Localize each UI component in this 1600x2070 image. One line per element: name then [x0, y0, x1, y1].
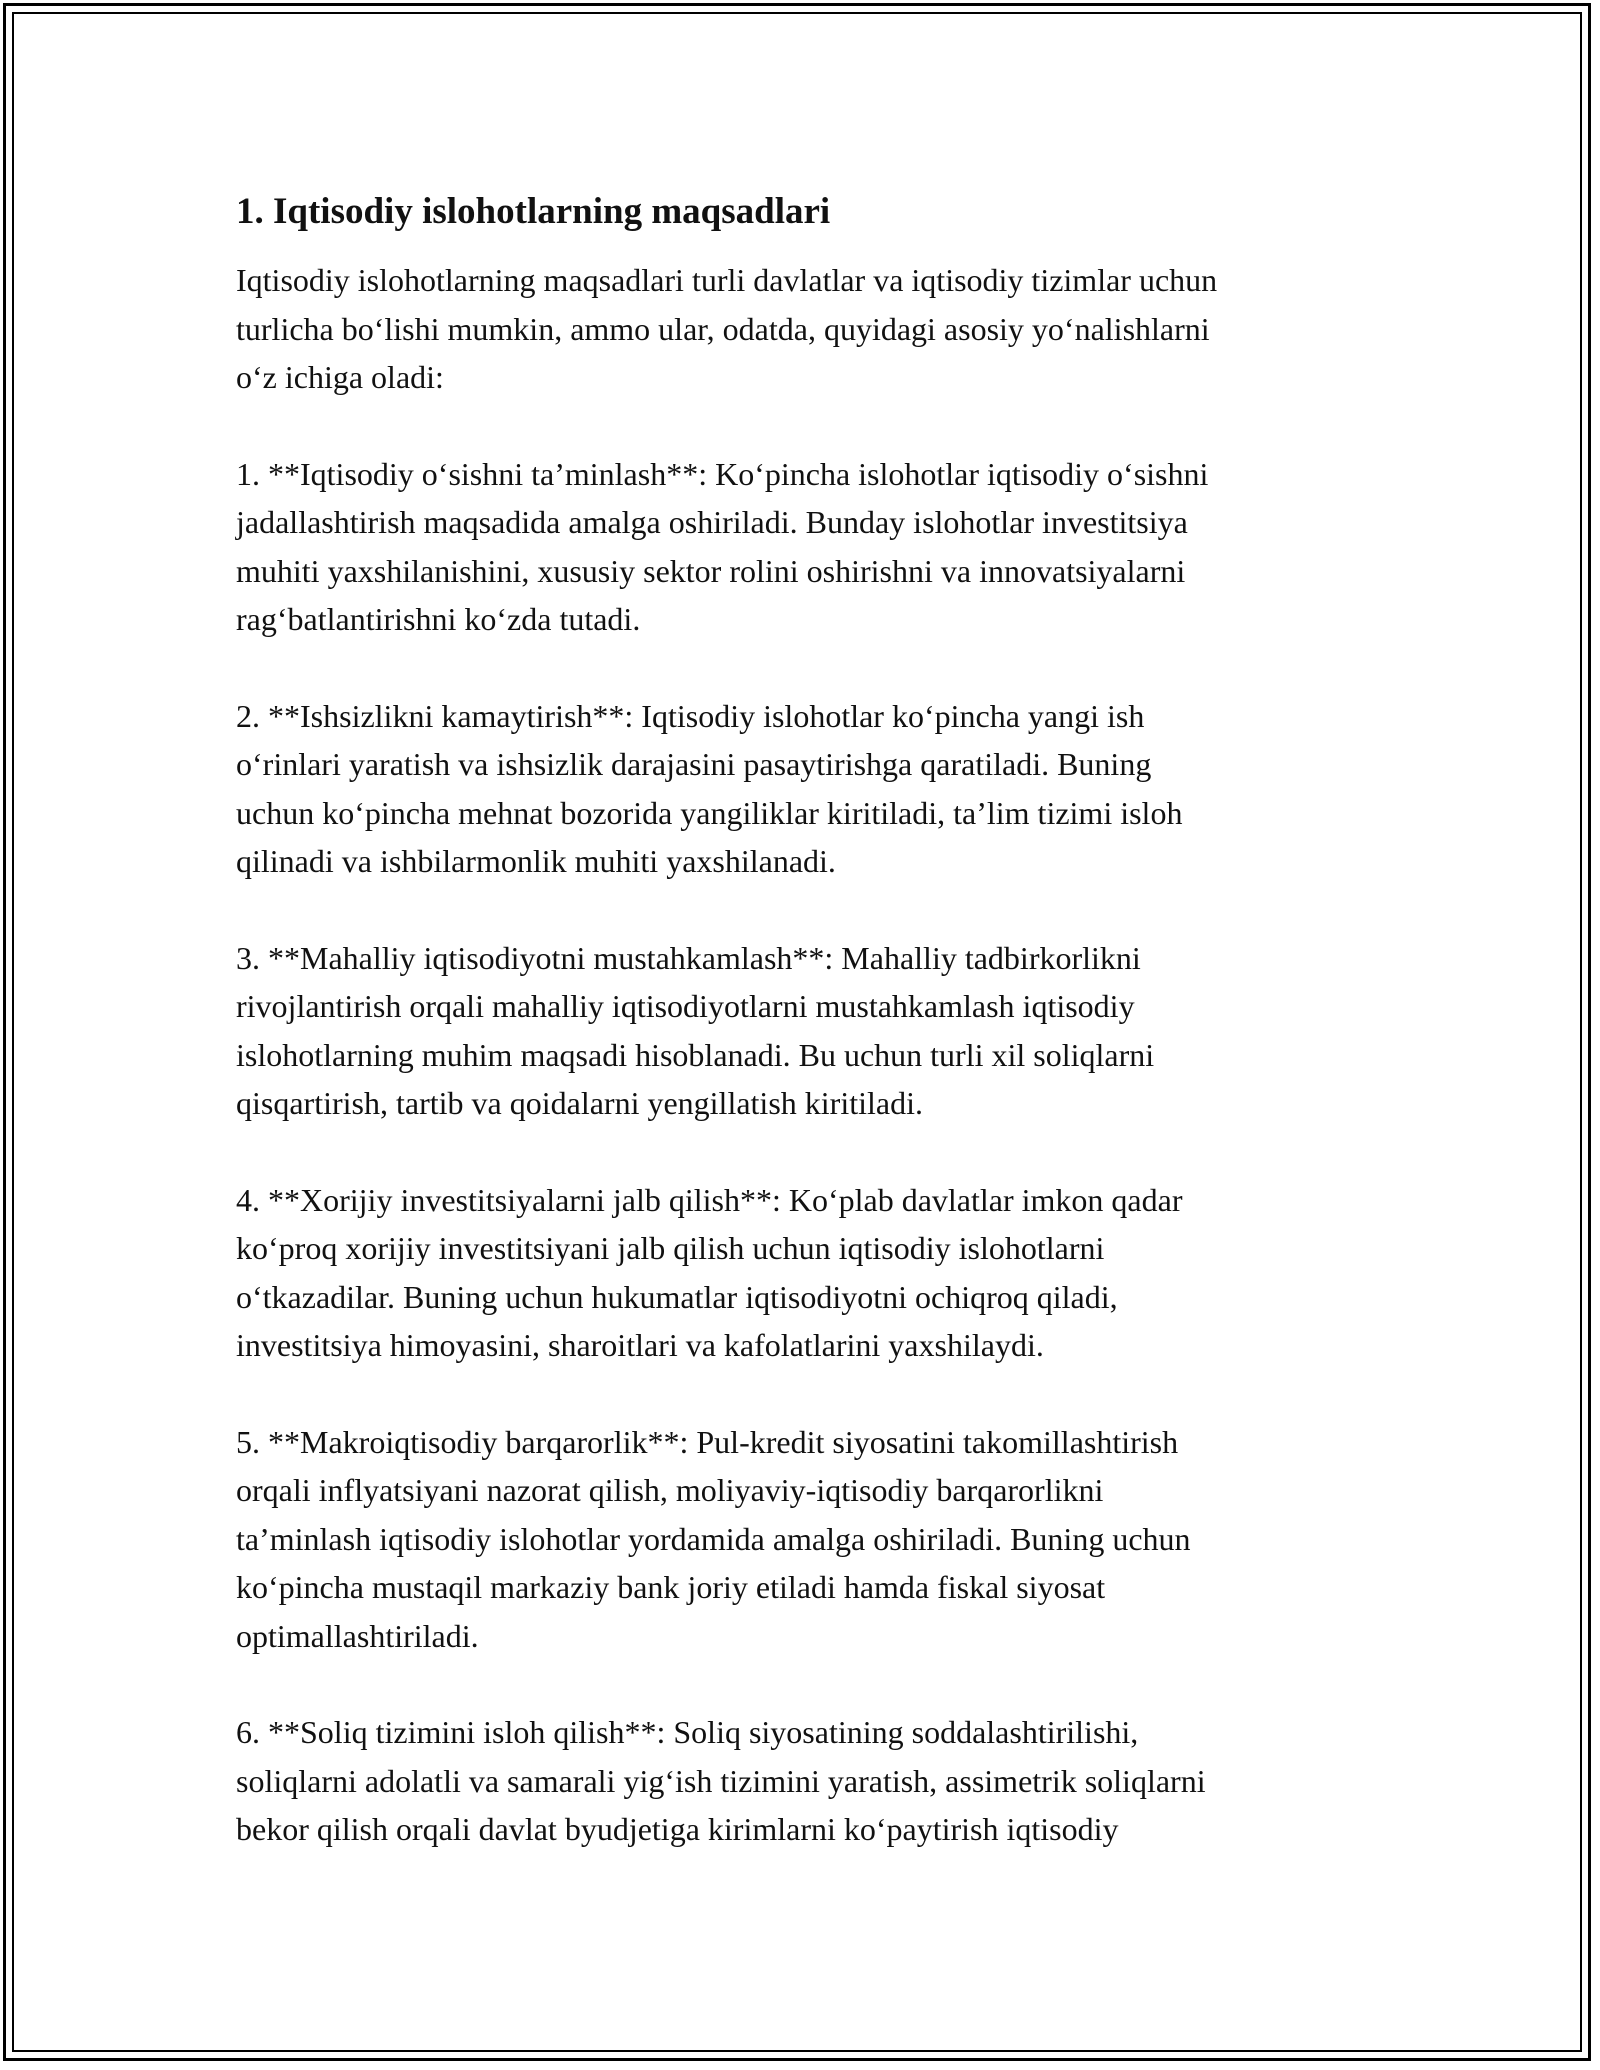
text-line: optimallashtiriladi. — [236, 1617, 479, 1654]
text-line: bekor qilish orqali davlat byudjetiga kirimlarni ko‘paytirish iqtisodiy — [236, 1811, 1119, 1847]
paragraph — [236, 1176, 1386, 1370]
document-body — [236, 188, 1386, 1902]
text-line: 4. **Xorijiy investitsiyalarni jalb qilish**: Ko‘plab davlatlar imkon qadar — [236, 1181, 1183, 1218]
text-line: 6. **Soliq tizimini isloh qilish**: Soliq siyosatining soddalashtirilishi, — [236, 1714, 1139, 1750]
paragraph — [236, 934, 1386, 1128]
text-line: turlicha bo‘lishi mumkin, ammo ular, odatda, quyidagi asosiy yo‘nalishlarni — [236, 310, 1210, 347]
text-line: muhiti yaxshilanishini, xususiy sektor rolini oshirishni va innovatsiyalarni — [236, 552, 1186, 589]
text-line: rivojlantirish orqali mahalliy iqtisodiyotlarni mustahkamlash iqtisodiy — [236, 988, 1135, 1024]
text-line: o‘rinlari yaratish va ishsizlik darajasini pasaytirishga qaratiladi. Buning — [236, 746, 1152, 782]
text-line: qisqartirish, tartib va qoidalarni yengillatish kiritiladi. — [236, 1085, 923, 1121]
text-line: 1. **Iqtisodiy o‘sishni ta’minlash**: Ko‘pincha islohotlar iqtisodiy o‘sishni — [236, 455, 1209, 492]
text-line: Iqtisodiy islohotlarning maqsadlari turli davlatlar va iqtisodiy tizimlar uchun — [236, 262, 1218, 298]
text-line: islohotlarning muhim maqsadi hisoblanadi. Bu uchun turli xil soliqlarni — [236, 1036, 1155, 1073]
text-line: 3. **Mahalliy iqtisodiyotni mustahkamlash**: Mahalliy tadbirkorlikni — [236, 939, 1141, 976]
paragraph — [236, 692, 1386, 886]
paragraph — [236, 1708, 1386, 1854]
text-line: orqali inflyatsiyani nazorat qilish, moliyaviy-iqtisodiy barqarorlikni — [236, 1472, 1104, 1508]
text-line: ko‘proq xorijiy investitsiyani jalb qilish uchun iqtisodiy islohotlarni — [236, 1230, 1105, 1266]
text-line: ko‘pincha mustaqil markaziy bank joriy etiladi hamda fiskal siyosat — [236, 1569, 1106, 1605]
text-line: ta’minlash iqtisodiy islohotlar yordamida amalga oshiriladi. Buning uchun — [236, 1520, 1191, 1557]
text-line: jadallashtirish maqsadida amalga oshiriladi. Bunday islohotlar investitsiya — [236, 504, 1188, 540]
text-line: o‘z ichiga oladi: — [236, 359, 444, 395]
text-line: rag‘batlantirishni ko‘zda tutadi. — [236, 601, 641, 637]
paragraph — [236, 1418, 1386, 1661]
paragraph — [236, 256, 1386, 402]
section-heading: 1. Iqtisodiy islohotlarning maqsadlari — [236, 191, 831, 232]
text-line: investitsiya himoyasini, sharoitlari va kafolatlarini yaxshilaydi. — [236, 1327, 1044, 1363]
paragraph — [236, 450, 1386, 644]
text-line: o‘tkazadilar. Buning uchun hukumatlar iqtisodiyotni ochiqroq qiladi, — [236, 1278, 1118, 1315]
paragraph-list — [236, 256, 1386, 1854]
text-line: uchun ko‘pincha mehnat bozorida yangiliklar kiritiladi, ta’lim tizimi isloh — [236, 794, 1183, 831]
text-line: 2. **Ishsizlikni kamaytirish**: Iqtisodiy islohotlar ko‘pincha yangi ish — [236, 697, 1145, 734]
text-line: soliqlarni adolatli va samarali yig‘ish tizimini yaratish, assimetrik soliqlarni — [236, 1762, 1206, 1799]
text-line: qilinadi va ishbilarmonlik muhiti yaxshilanadi. — [236, 843, 836, 879]
text-line: 5. **Makroiqtisodiy barqarorlik**: Pul-kredit siyosatini takomillashtirish — [236, 1423, 1179, 1460]
